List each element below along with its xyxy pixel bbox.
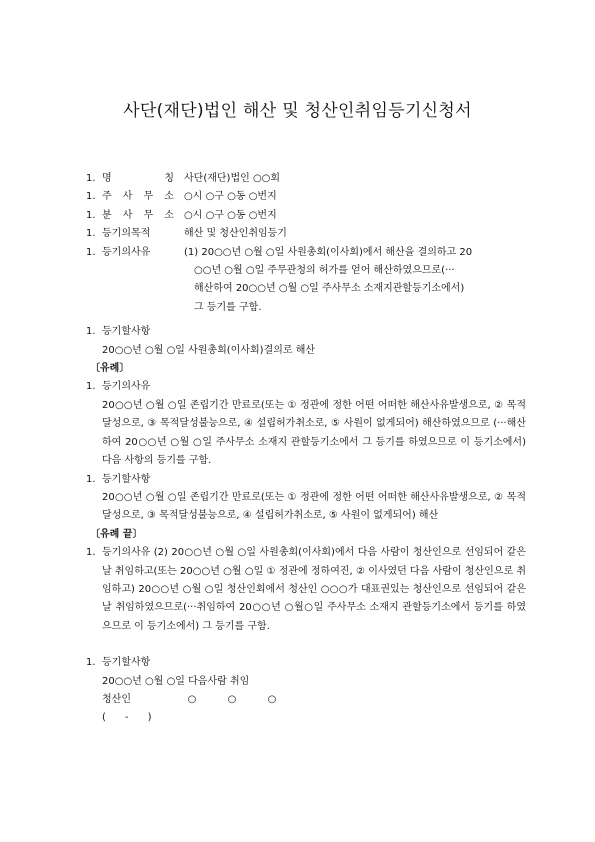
liquidator-label: 청산인 bbox=[102, 693, 131, 705]
item-main-office bbox=[86, 188, 526, 206]
item-number: 1. bbox=[86, 228, 96, 240]
item-number: 1. bbox=[86, 547, 96, 559]
reason-1-line: ○○년 ○월 ○일 주무관청의 허가를 얻어 해산하였으므로(··· bbox=[194, 265, 455, 277]
item-branch-office bbox=[86, 207, 526, 225]
item-label: 등기의사유 bbox=[102, 381, 151, 393]
item-label: 명 칭 bbox=[102, 173, 174, 184]
reason-2 bbox=[86, 544, 526, 636]
liquidator-signature-line bbox=[86, 691, 526, 709]
item-value: ○시 ○구 ○동 ○번지 bbox=[184, 209, 277, 221]
item-number: 1. bbox=[86, 473, 96, 485]
example-start-heading: 〔유례〕 bbox=[90, 363, 130, 375]
example-reason-text: 20○○년 ○월 ○일 존립기간 만료로(또는 ① 정관에 정한 어떤 어떠한 해산사유발생으로, ② 목적달성으로, ③ 목적달성불능으로, ④ 설립허가취소로, ⑤ 사원이 없게되어) 해산하였으므로 (···해산하여 20○○년 ○월 ○일 주사무소 소재지 관할등기소에서 그 등기를 하였으므로 이 등기소에서)다음 사항의 등기를 구함. bbox=[102, 399, 526, 467]
example-reason-heading bbox=[86, 378, 526, 396]
item-label: 등기할사항 bbox=[102, 657, 151, 669]
item-name bbox=[86, 170, 526, 188]
name-placeholder: ○ bbox=[227, 693, 237, 705]
id-number-placeholder: ( - ) bbox=[102, 712, 152, 724]
example-matter-heading bbox=[86, 471, 526, 489]
item-label: 등기의목적 bbox=[102, 228, 151, 240]
reason-1 bbox=[86, 244, 526, 262]
reason-1-line: 해산하여 20○○년 ○월 ○일 주사무소 소재지관할등기소에서) bbox=[194, 283, 465, 295]
item-purpose bbox=[86, 225, 526, 243]
item-number: 1. bbox=[86, 191, 96, 203]
item-number: 1. bbox=[86, 657, 96, 669]
document-body bbox=[86, 170, 526, 728]
name-placeholder: ○ bbox=[187, 693, 197, 705]
reason-2-text: 등기의사유 (2) 20○○년 ○월 ○일 사원총회(이사회)에서 다음 사람이 청산인으로 선임되어 같은 날 취임하고(또는 20○○년 ○월 ○일 ① 정관에 정하여진, ② 이사였던 다음 사람이 청산인으로 취임하고) 20○○년 ○월 ○일 청산인회에서 청산인 ○○○가 대표권있는 청산인으로 선임되어 같은 날 취임하였으므로(···취임하여 20○○년 ○월○일 주사무소 소재지 관할등기소에서 등기를 하였으므로 이 등기소에서) 그 등기를 구함. bbox=[102, 547, 526, 632]
item-value: 사단(재단)법인 ○○회 bbox=[184, 173, 281, 184]
matter-1-heading bbox=[86, 323, 526, 341]
item-number: 1. bbox=[86, 209, 96, 221]
item-number: 1. bbox=[86, 173, 96, 184]
item-label: 등기의사유 bbox=[102, 246, 151, 258]
example-end-heading: 〔유례 끝〕 bbox=[90, 528, 143, 540]
item-number: 1. bbox=[86, 326, 96, 338]
item-label: 등기할사항 bbox=[102, 473, 151, 485]
matter-1-text: 20○○년 ○월 ○일 사원총회(이사회)결의로 해산 bbox=[102, 344, 316, 356]
matter-2-heading bbox=[86, 654, 526, 672]
matter-2-text: 20○○년 ○월 ○일 다음사람 취임 bbox=[102, 675, 250, 687]
item-label: 분 사 무 소 bbox=[102, 209, 174, 221]
reason-1-line: 그 등기를 구함. bbox=[194, 301, 262, 313]
reason-1-first-line: (1) 20○○년 ○월 ○일 사원총회(이사회)에서 해산을 결의하고 20 bbox=[184, 246, 473, 258]
reason-1-continuation bbox=[194, 262, 526, 317]
name-placeholder: ○ bbox=[267, 693, 277, 705]
item-number: 1. bbox=[86, 381, 96, 393]
item-value: 해산 및 청산인취임등기 bbox=[184, 228, 287, 240]
example-matter-text: 20○○년 ○월 ○일 존립기간 만료로(또는 ① 정관에 정한 어떤 어떠한 해산사유발생으로, ② 목적달성으로, ③ 목적달성불능으로, ④ 설립허가취소로, ⑤ 사원이 없게되어) 해산 bbox=[102, 491, 526, 522]
item-value: ○시 ○구 ○동 ○번지 bbox=[184, 191, 277, 203]
document-title: 사단(재단)법인 해산 및 청산인취임등기신청서 bbox=[123, 101, 472, 121]
item-number: 1. bbox=[86, 246, 96, 258]
item-label: 주 사 무 소 bbox=[102, 191, 174, 203]
item-label: 등기할사항 bbox=[102, 326, 151, 338]
